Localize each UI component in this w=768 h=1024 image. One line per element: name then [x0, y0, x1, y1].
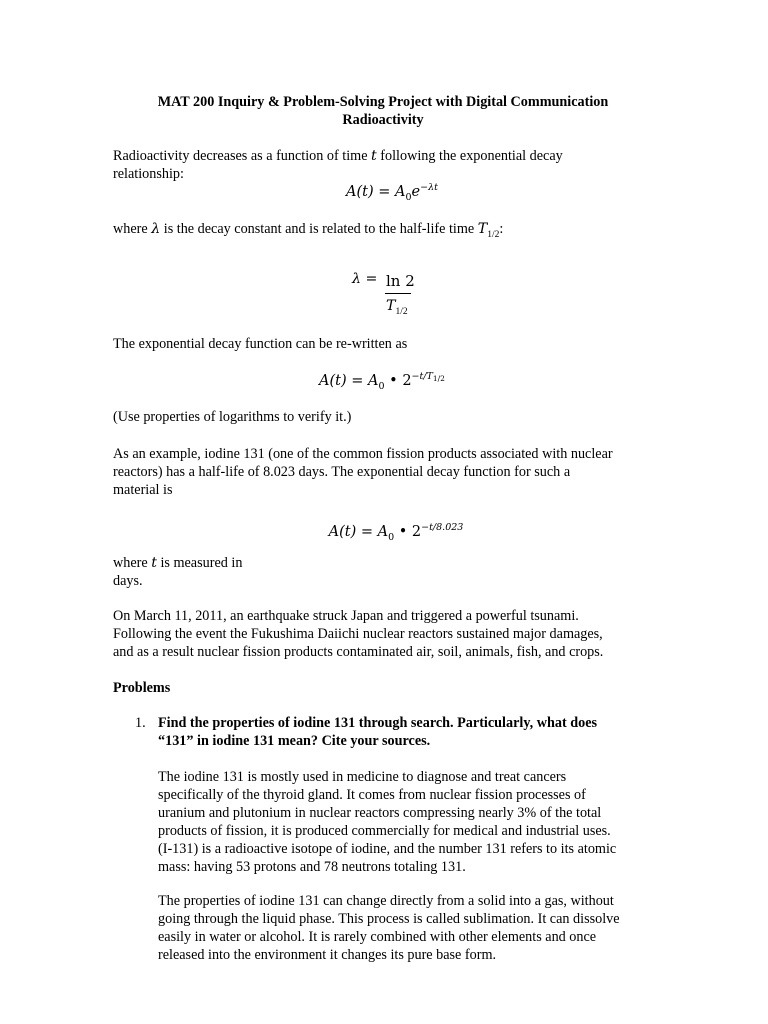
title-line: MAT 200 Inquiry & Problem-Solving Project with Digital Communication	[157, 94, 609, 110]
document-page: MAT 200 Inquiry & Problem-Solving Project with Digital Communication Radioactivity Radioactivity decreases as a function of time t following the exponential decay relationship: $A(t) = A_0e^{-\lambda t}$ where λ is the decay constant and is related to the half-life time $T_{1/2}$: λ = ln 2 $T_{1/2}$ The exponential decay function can be re-written as $A(t) = A_0$ • $2^{-t/T_{1/2}}$ (Use properties of logarithms to verify it.) As an example, iodine 131 (one of the common fission products associated with nuclear reactors) has a half-life of 8.023 days. The exponential decay function for such a material is $A(t) = A_0$ • $2^{-t/8.023}$ where t is measured in days. On March 11, 2011, an earthquake struck Japan and triggered a powerful tsunami. Following the event the Fukushima Daiichi nuclear reactors sustained major damages, and as a result nuclear fission products contaminated air, soil, animals, fish, and crops. Problems 1. Find the properties of iodine 131 through search. Particularly, what does “131” in iodine 131 mean? Cite your sources. The iodine 131 is mostly used in medicine to diagnose and treat cancers specifically of the thyroid gland. It comes from nuclear fission processes of uranium and plutonium in nuclear reactors compressing nearly 3% of the total products of fission, it is produced commercially for medical and industrial uses. (I-131) is a radioactive isotope of iodine, and the number 131 refers to its atomic mass: having 53 protons and 78 neutrons totaling 131. The properties of iodine 131 can change directly from a solid into a gas, without going through the liquid phase. This process is called sublimation. It can dissolve easily in water or alcohol. It is rarely combined with other elements and once released into the environment it changes its pure base form.	[0, 0, 768, 1024]
lambda-definition: where λ is the decay constant and is related to the half-life time $T_{1/2}$:	[113, 221, 504, 240]
equation-iodine: $A(t) = A_0$ • $2^{-t/8.023}$	[328, 522, 464, 543]
var-t: t	[371, 148, 377, 164]
problem-number: 1.	[135, 715, 146, 731]
fraction-bar	[385, 293, 411, 294]
intro-text-cont: following the exponential decay	[376, 148, 563, 164]
t-units-text: where t is measured in days.	[113, 555, 243, 589]
equation-base2: $A(t) = A_0$ • $2^{-t/T_{1/2}}$	[319, 371, 445, 392]
intro-text: Radioactivity decreases as a function of time	[113, 148, 372, 164]
example-paragraph: As an example, iodine 131 (one of the common fission products associated with nuclear reactors) has a half-life of 8.023 days. The exponential decay function for such a material is	[113, 446, 613, 498]
fukushima-paragraph: On March 11, 2011, an earthquake struck Japan and triggered a powerful tsunami. Following the event the Fukushima Daiichi nuclear reactors sustained major damages, and as a result nuclear fission products contaminated air, soil, animals, fish, and crops.	[113, 608, 604, 660]
intro-text-line2: relationship:	[113, 166, 184, 182]
page-title	[113, 93, 653, 129]
problems-heading: Problems	[113, 680, 171, 696]
answer-paragraph-2: The properties of iodine 131 can change directly from a solid into a gas, without going through the liquid phase. This process is called sublimation. It can dissolve easily in water or alcohol. It is rarely combined with other elements and once released into the environment it changes its pure base form.	[158, 893, 620, 963]
equation-decay: $A(t) = A_0e^{-\lambda t}$	[346, 182, 438, 203]
subtitle-line: Radioactivity	[342, 112, 424, 128]
answer-paragraph-1: The iodine 131 is mostly used in medicine to diagnose and treat cancers specifically of the thyroid gland. It comes from nuclear fission processes of uranium and plutonium in nuclear reactors compressing nearly 3% of the total products of fission, it is produced commercially for medical and industrial uses. (I-131) is a radioactive isotope of iodine, and the number 131 refers to its atomic mass: having 53 protons and 78 neutrons totaling 131.	[158, 769, 617, 875]
verify-text: (Use properties of logarithms to verify it.)	[113, 409, 352, 425]
problem-question: Find the properties of iodine 131 through search. Particularly, what does “131” in iodine 131 mean? Cite your sources.	[158, 715, 598, 749]
rewrite-text: The exponential decay function can be re-written as	[113, 336, 408, 352]
intro-paragraph	[113, 147, 653, 183]
